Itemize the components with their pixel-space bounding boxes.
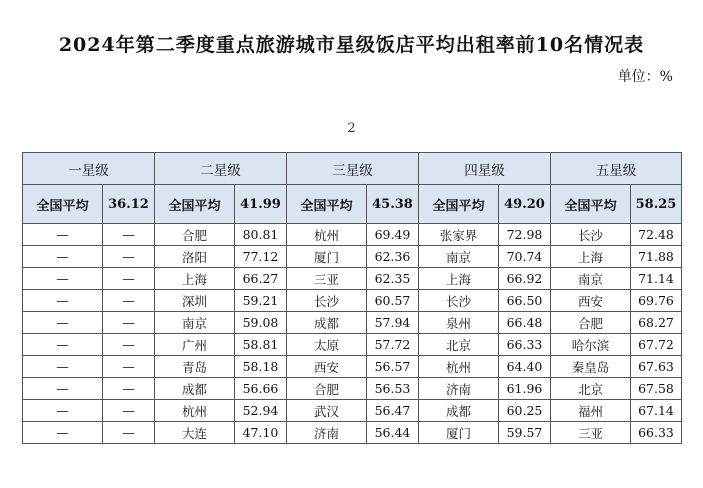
city-cell: 上海 bbox=[419, 268, 499, 290]
table-title: 2024年第二季度重点旅游城市星级饭店平均出租率前10名情况表 bbox=[58, 34, 645, 56]
table-row bbox=[23, 400, 682, 422]
city-cell: — bbox=[23, 356, 103, 378]
table-row bbox=[23, 334, 682, 356]
national-average-row bbox=[23, 185, 682, 224]
city-cell: 北京 bbox=[419, 334, 499, 356]
city-cell: 洛阳 bbox=[155, 246, 235, 268]
rate-cell: — bbox=[103, 378, 155, 400]
city-cell: 深圳 bbox=[155, 290, 235, 312]
rate-cell: 66.92 bbox=[499, 268, 551, 290]
national-average-value: 45.38 bbox=[367, 185, 419, 224]
city-cell: — bbox=[23, 422, 103, 444]
occupancy-table bbox=[22, 152, 682, 444]
city-cell: 广州 bbox=[155, 334, 235, 356]
rate-cell: 66.27 bbox=[235, 268, 287, 290]
unit-label: 单位：% bbox=[617, 69, 673, 85]
national-average-value: 41.99 bbox=[235, 185, 287, 224]
rate-cell: — bbox=[103, 422, 155, 444]
star-level-header: 四星级 bbox=[419, 153, 551, 185]
city-cell: 青岛 bbox=[155, 356, 235, 378]
city-cell: 北京 bbox=[551, 378, 631, 400]
national-average-value: 58.25 bbox=[631, 185, 682, 224]
national-average-label: 全国平均 bbox=[23, 185, 103, 224]
table-row bbox=[23, 422, 682, 444]
city-cell: — bbox=[23, 224, 103, 246]
rate-cell: 67.58 bbox=[631, 378, 682, 400]
rate-cell: 52.94 bbox=[235, 400, 287, 422]
national-average-label: 全国平均 bbox=[287, 185, 367, 224]
national-average-label: 全国平均 bbox=[155, 185, 235, 224]
rate-cell: 66.48 bbox=[499, 312, 551, 334]
rate-cell: — bbox=[103, 356, 155, 378]
city-cell: 合肥 bbox=[287, 378, 367, 400]
rate-cell: 60.57 bbox=[367, 290, 419, 312]
rate-cell: 71.88 bbox=[631, 246, 682, 268]
rate-cell: — bbox=[103, 246, 155, 268]
rate-cell: — bbox=[103, 268, 155, 290]
city-cell: 上海 bbox=[551, 246, 631, 268]
rate-cell: 72.48 bbox=[631, 224, 682, 246]
rate-cell: 62.36 bbox=[367, 246, 419, 268]
rate-cell: — bbox=[103, 312, 155, 334]
city-cell: 南京 bbox=[419, 246, 499, 268]
city-cell: 厦门 bbox=[419, 422, 499, 444]
rate-cell: — bbox=[103, 400, 155, 422]
city-cell: 杭州 bbox=[287, 224, 367, 246]
rate-cell: 66.33 bbox=[631, 422, 682, 444]
rate-cell: 72.98 bbox=[499, 224, 551, 246]
rate-cell: 58.81 bbox=[235, 334, 287, 356]
table-row bbox=[23, 312, 682, 334]
rate-cell: 77.12 bbox=[235, 246, 287, 268]
table-row bbox=[23, 378, 682, 400]
star-level-header: 二星级 bbox=[155, 153, 287, 185]
rate-cell: 69.49 bbox=[367, 224, 419, 246]
rate-cell: 59.21 bbox=[235, 290, 287, 312]
city-cell: 成都 bbox=[419, 400, 499, 422]
city-cell: 合肥 bbox=[155, 224, 235, 246]
city-cell: 长沙 bbox=[419, 290, 499, 312]
rate-cell: 67.72 bbox=[631, 334, 682, 356]
city-cell: 杭州 bbox=[419, 356, 499, 378]
rate-cell: 62.35 bbox=[367, 268, 419, 290]
rate-cell: 56.57 bbox=[367, 356, 419, 378]
city-cell: — bbox=[23, 246, 103, 268]
rate-cell: 60.25 bbox=[499, 400, 551, 422]
rate-cell: 69.76 bbox=[631, 290, 682, 312]
national-average-label: 全国平均 bbox=[551, 185, 631, 224]
rate-cell: 67.14 bbox=[631, 400, 682, 422]
table-row bbox=[23, 290, 682, 312]
city-cell: 杭州 bbox=[155, 400, 235, 422]
city-cell: — bbox=[23, 312, 103, 334]
rate-cell: 66.50 bbox=[499, 290, 551, 312]
rate-cell: 61.96 bbox=[499, 378, 551, 400]
rate-cell: 56.44 bbox=[367, 422, 419, 444]
city-cell: 大连 bbox=[155, 422, 235, 444]
city-cell: 长沙 bbox=[287, 290, 367, 312]
city-cell: 上海 bbox=[155, 268, 235, 290]
rate-cell: 56.53 bbox=[367, 378, 419, 400]
rate-cell: 71.14 bbox=[631, 268, 682, 290]
rate-cell: 56.66 bbox=[235, 378, 287, 400]
rate-cell: 66.33 bbox=[499, 334, 551, 356]
rate-cell: 56.47 bbox=[367, 400, 419, 422]
rate-cell: 64.40 bbox=[499, 356, 551, 378]
city-cell: 哈尔滨 bbox=[551, 334, 631, 356]
city-cell: 济南 bbox=[287, 422, 367, 444]
city-cell: — bbox=[23, 290, 103, 312]
city-cell: 成都 bbox=[287, 312, 367, 334]
rate-cell: 59.08 bbox=[235, 312, 287, 334]
city-cell: — bbox=[23, 334, 103, 356]
city-cell: 武汉 bbox=[287, 400, 367, 422]
city-cell: 秦皇岛 bbox=[551, 356, 631, 378]
city-cell: — bbox=[23, 400, 103, 422]
city-cell: 长沙 bbox=[551, 224, 631, 246]
city-cell: — bbox=[23, 378, 103, 400]
national-average-value: 49.20 bbox=[499, 185, 551, 224]
rate-cell: 67.63 bbox=[631, 356, 682, 378]
city-cell: 西安 bbox=[287, 356, 367, 378]
page-number: 2 bbox=[347, 121, 356, 136]
star-level-header: 一星级 bbox=[23, 153, 155, 185]
rate-cell: 47.10 bbox=[235, 422, 287, 444]
city-cell: 南京 bbox=[155, 312, 235, 334]
header-row bbox=[23, 153, 682, 185]
star-level-header: 三星级 bbox=[287, 153, 419, 185]
rate-cell: — bbox=[103, 290, 155, 312]
city-cell: 三亚 bbox=[551, 422, 631, 444]
city-cell: 合肥 bbox=[551, 312, 631, 334]
rate-cell: 70.74 bbox=[499, 246, 551, 268]
rate-cell: — bbox=[103, 224, 155, 246]
table-row bbox=[23, 224, 682, 246]
city-cell: 太原 bbox=[287, 334, 367, 356]
city-cell: 泉州 bbox=[419, 312, 499, 334]
table-row bbox=[23, 246, 682, 268]
rate-cell: 57.72 bbox=[367, 334, 419, 356]
city-cell: 成都 bbox=[155, 378, 235, 400]
city-cell: — bbox=[23, 268, 103, 290]
city-cell: 三亚 bbox=[287, 268, 367, 290]
city-cell: 南京 bbox=[551, 268, 631, 290]
rate-cell: 68.27 bbox=[631, 312, 682, 334]
table-row bbox=[23, 268, 682, 290]
star-level-header: 五星级 bbox=[551, 153, 682, 185]
rate-cell: 59.57 bbox=[499, 422, 551, 444]
rate-cell: 58.18 bbox=[235, 356, 287, 378]
national-average-label: 全国平均 bbox=[419, 185, 499, 224]
rate-cell: 57.94 bbox=[367, 312, 419, 334]
table-row bbox=[23, 356, 682, 378]
rate-cell: 80.81 bbox=[235, 224, 287, 246]
rate-cell: — bbox=[103, 334, 155, 356]
city-cell: 济南 bbox=[419, 378, 499, 400]
city-cell: 张家界 bbox=[419, 224, 499, 246]
city-cell: 西安 bbox=[551, 290, 631, 312]
city-cell: 福州 bbox=[551, 400, 631, 422]
city-cell: 厦门 bbox=[287, 246, 367, 268]
national-average-value: 36.12 bbox=[103, 185, 155, 224]
